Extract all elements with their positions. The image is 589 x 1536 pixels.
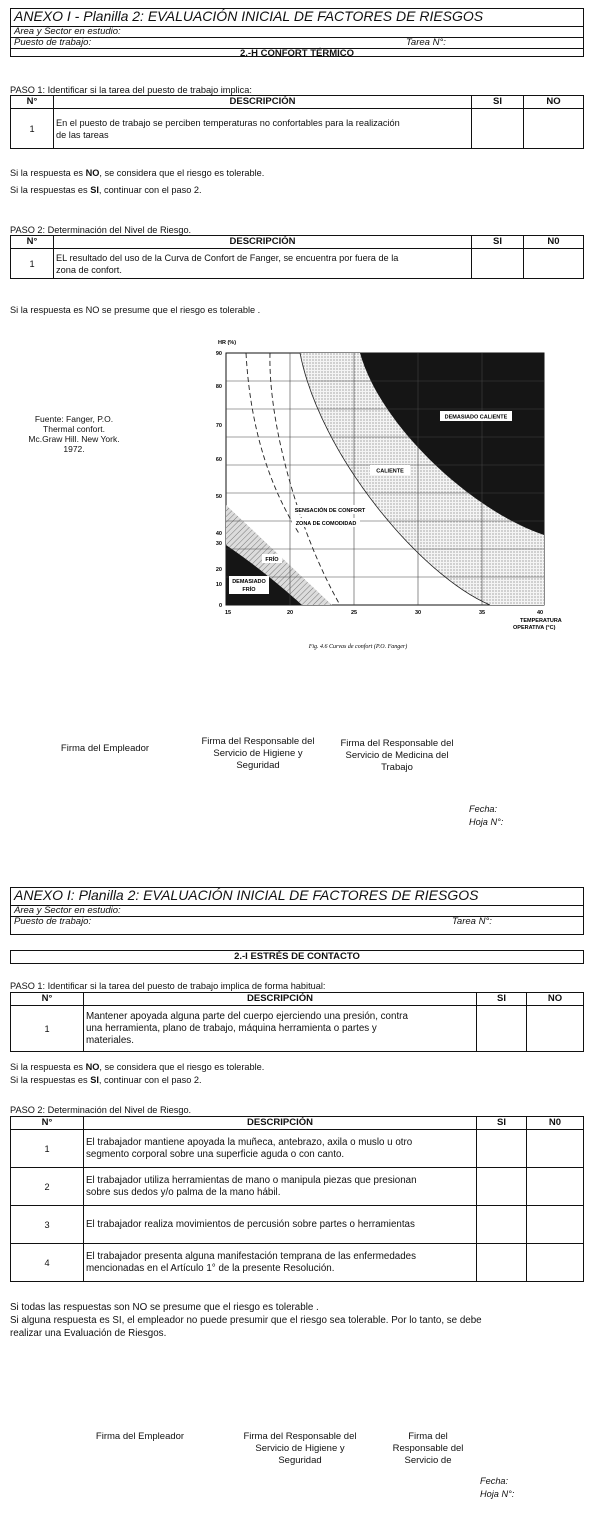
y-tick-10: 10 (215, 582, 222, 588)
col-n: N° (11, 1117, 84, 1130)
form1-note2: Si la respuestas es SI, continuar con el paso 2. (10, 185, 202, 195)
y-tick-70: 70 (215, 423, 222, 429)
col-si: SI (477, 1117, 527, 1130)
form2-paso2-table (10, 1116, 584, 1282)
form1-header (10, 8, 584, 57)
form1-paso1-table (10, 95, 584, 149)
form1-firma-medicina: Firma del Responsable del Servicio de Medicina del Trabajo (340, 738, 454, 773)
y-tick-60: 60 (215, 457, 222, 463)
y-axis-label: HR (%) (218, 340, 237, 346)
answer-si-cell[interactable] (477, 1006, 527, 1052)
form2-firma-medicina: Firma del Responsable del Servicio de (392, 1431, 464, 1466)
answer-no-cell[interactable] (524, 109, 584, 149)
form2-note3: Si todas las respuestas son NO se presume que el riesgo es tolerable . (10, 1302, 319, 1313)
form2-header (10, 887, 584, 935)
col-n: N° (11, 96, 54, 109)
y-tick-40: 40 (215, 531, 222, 537)
x-axis-label-2: OPERATIVA (°C) (513, 625, 556, 631)
form2-note1: Si la respuesta es NO, se considera que el riesgo es tolerable. (10, 1062, 265, 1072)
col-no: NO (527, 993, 584, 1006)
row-description: En el puesto de trabajo se perciben temperaturas no confortables para la realización de las tareas (54, 109, 472, 149)
label-sensacion-confort: SENSACIÓN DE CONFORT (294, 508, 366, 514)
form2-hoja: Hoja N°: (480, 1489, 515, 1499)
form1-paso1-heading: PASO 1: Identificar si la tarea del puesto de trabajo implica: (10, 85, 252, 95)
x-tick-20: 20 (286, 610, 294, 616)
row-number: 4 (11, 1244, 84, 1282)
form2-area-label: Área y Sector en estudio: (11, 905, 583, 916)
chart-source: Fuente: Fanger, P.O. Thermal confort. Mc.Graw Hill. New York. 1972. (28, 414, 120, 454)
form1-note1: Si la respuesta es NO, se considera que el riesgo es tolerable. (10, 168, 265, 178)
label-caliente: CALIENTE (376, 468, 404, 475)
row-number: 1 (11, 1130, 84, 1168)
answer-si-cell[interactable] (472, 249, 524, 279)
row-number: 1 (11, 1006, 84, 1052)
y-ticks (216, 351, 222, 609)
form1-note3: Si la respuesta es NO se presume que el riesgo es tolerable . (10, 305, 261, 315)
answer-no-cell[interactable] (527, 1130, 584, 1168)
col-no: NO (524, 96, 584, 109)
y-tick-20: 20 (215, 567, 222, 573)
label-demasiado-frio-1: DEMASIADO (232, 579, 266, 585)
form2-paso1-heading: PASO 1: Identificar si la tarea del puesto de trabajo implica de forma habitual: (10, 981, 326, 991)
label-frio: FRÍO (265, 557, 279, 563)
answer-si-cell[interactable] (477, 1244, 527, 1282)
form1-firma-higiene: Firma del Responsable del Servicio de Higiene y Seguridad (201, 736, 315, 771)
col-si: SI (477, 993, 527, 1006)
fanger-comfort-chart (0, 335, 589, 655)
x-axis-label-1: TEMPERATURA (520, 618, 562, 624)
answer-no-cell[interactable] (527, 1244, 584, 1282)
col-si: SI (472, 236, 524, 249)
col-descripcion: DESCRIPCIÓN (84, 1117, 477, 1130)
answer-si-cell[interactable] (477, 1206, 527, 1244)
form2-paso1-table (10, 992, 584, 1052)
col-n: N° (11, 993, 84, 1006)
form2-firma-empleador: Firma del Empleador (95, 1431, 185, 1442)
y-tick-30: 30 (215, 541, 222, 547)
form1-firma-empleador: Firma del Empleador (60, 743, 150, 754)
row-number: 2 (11, 1168, 84, 1206)
form2-puesto-label: Puesto de trabajo: (14, 916, 92, 927)
row-description: El trabajador utiliza herramientas de mano o manipula piezas que presionan sobre sus dedos y/o palma de la mano hábil. (84, 1168, 477, 1206)
row-description: El trabajador realiza movimientos de percusión sobre partes o herramientas (84, 1206, 477, 1244)
label-demasiado-frio-2: FRÍO (242, 587, 256, 593)
y-tick-0: 0 (218, 603, 222, 609)
y-tick-50: 50 (215, 494, 222, 500)
form1-paso2-table (10, 235, 584, 279)
row-description: El trabajador mantiene apoyada la muñeca, antebrazo, axila o muslo u otro segmento corporal sobre una superficie aguda o con canto. (84, 1130, 477, 1168)
row-number: 3 (11, 1206, 84, 1244)
chart-caption: Fig. 4.6 Curvas de confort (P.O. Fanger) (308, 644, 408, 650)
form1-area-label: Área y Sector en estudio: (11, 26, 583, 37)
col-descripcion: DESCRIPCIÓN (54, 236, 472, 249)
form2-fecha: Fecha: (480, 1476, 509, 1486)
col-n: N° (11, 236, 54, 249)
x-tick-25: 25 (350, 610, 358, 616)
form2-section-title: 2.-I ESTRÉS DE CONTACTO (10, 950, 584, 964)
x-tick-40: 40 (536, 610, 544, 616)
answer-no-cell[interactable] (527, 1006, 584, 1052)
form2-tarea-label: Tarea N°: (452, 916, 492, 927)
x-ticks (225, 610, 543, 616)
form1-hoja: Hoja N°: (469, 817, 504, 827)
col-no: N0 (524, 236, 584, 249)
form1-section-title: 2.-H CONFORT TÉRMICO (11, 48, 583, 60)
answer-si-cell[interactable] (472, 109, 524, 149)
form2-paso2-heading: PASO 2: Determinación del Nivel de Riesgo. (10, 1105, 192, 1115)
col-descripcion: DESCRIPCIÓN (84, 993, 477, 1006)
form2-note5: realizar una Evaluación de Riesgos. (10, 1328, 167, 1339)
form1-fecha: Fecha: (469, 804, 498, 814)
answer-no-cell[interactable] (524, 249, 584, 279)
form2-firma-higiene: Firma del Responsable del Servicio de Higiene y Seguridad (243, 1431, 357, 1466)
form1-puesto-label: Puesto de trabajo: (14, 37, 92, 48)
form1-tarea-label: Tarea N°: (406, 37, 446, 48)
row-number: 1 (11, 249, 54, 279)
label-demasiado-caliente: DEMASIADO CALIENTE (444, 414, 508, 421)
y-tick-90: 90 (215, 351, 222, 357)
answer-no-cell[interactable] (527, 1206, 584, 1244)
y-tick-80: 80 (215, 384, 222, 390)
row-description: El trabajador presenta alguna manifestación temprana de las enfermedades mencionadas en el Artículo 1° de la presente Resolución. (84, 1244, 477, 1282)
answer-si-cell[interactable] (477, 1168, 527, 1206)
form1-puesto-row (11, 37, 583, 48)
form2-note4: Si alguna respuesta es SI, el empleador no puede presumir que el riesgo sea tolerable. Por lo tanto, se debe (10, 1315, 482, 1326)
x-tick-15: 15 (224, 610, 232, 616)
form1-title: ANEXO I - Planilla 2: EVALUACIÓN INICIAL DE FACTORES DE RIESGOS (14, 8, 484, 24)
form2-note2: Si la respuestas es SI, continuar con el paso 2. (10, 1075, 202, 1085)
answer-no-cell[interactable] (527, 1168, 584, 1206)
x-tick-35: 35 (478, 610, 486, 616)
x-tick-30: 30 (414, 610, 422, 616)
form2-title: ANEXO I: Planilla 2: EVALUACIÓN INICIAL DE FACTORES DE RIESGOS (14, 887, 479, 903)
col-si: SI (472, 96, 524, 109)
label-zona-comodidad: ZONA DE COMODIDAD (295, 521, 357, 527)
form2-puesto-row (11, 916, 583, 927)
answer-si-cell[interactable] (477, 1130, 527, 1168)
form1-paso2-heading: PASO 2: Determinación del Nivel de Riesgo. (10, 225, 192, 235)
col-descripcion: DESCRIPCIÓN (54, 96, 472, 109)
row-number: 1 (11, 109, 54, 149)
row-description: Mantener apoyada alguna parte del cuerpo ejerciendo una presión, contra una herramienta, plano de trabajo, máquina herramienta o partes y materiales. (84, 1006, 477, 1052)
row-description: EL resultado del uso de la Curva de Confort de Fanger, se encuentra por fuera de la zona de confort. (54, 249, 472, 279)
col-no: N0 (527, 1117, 584, 1130)
